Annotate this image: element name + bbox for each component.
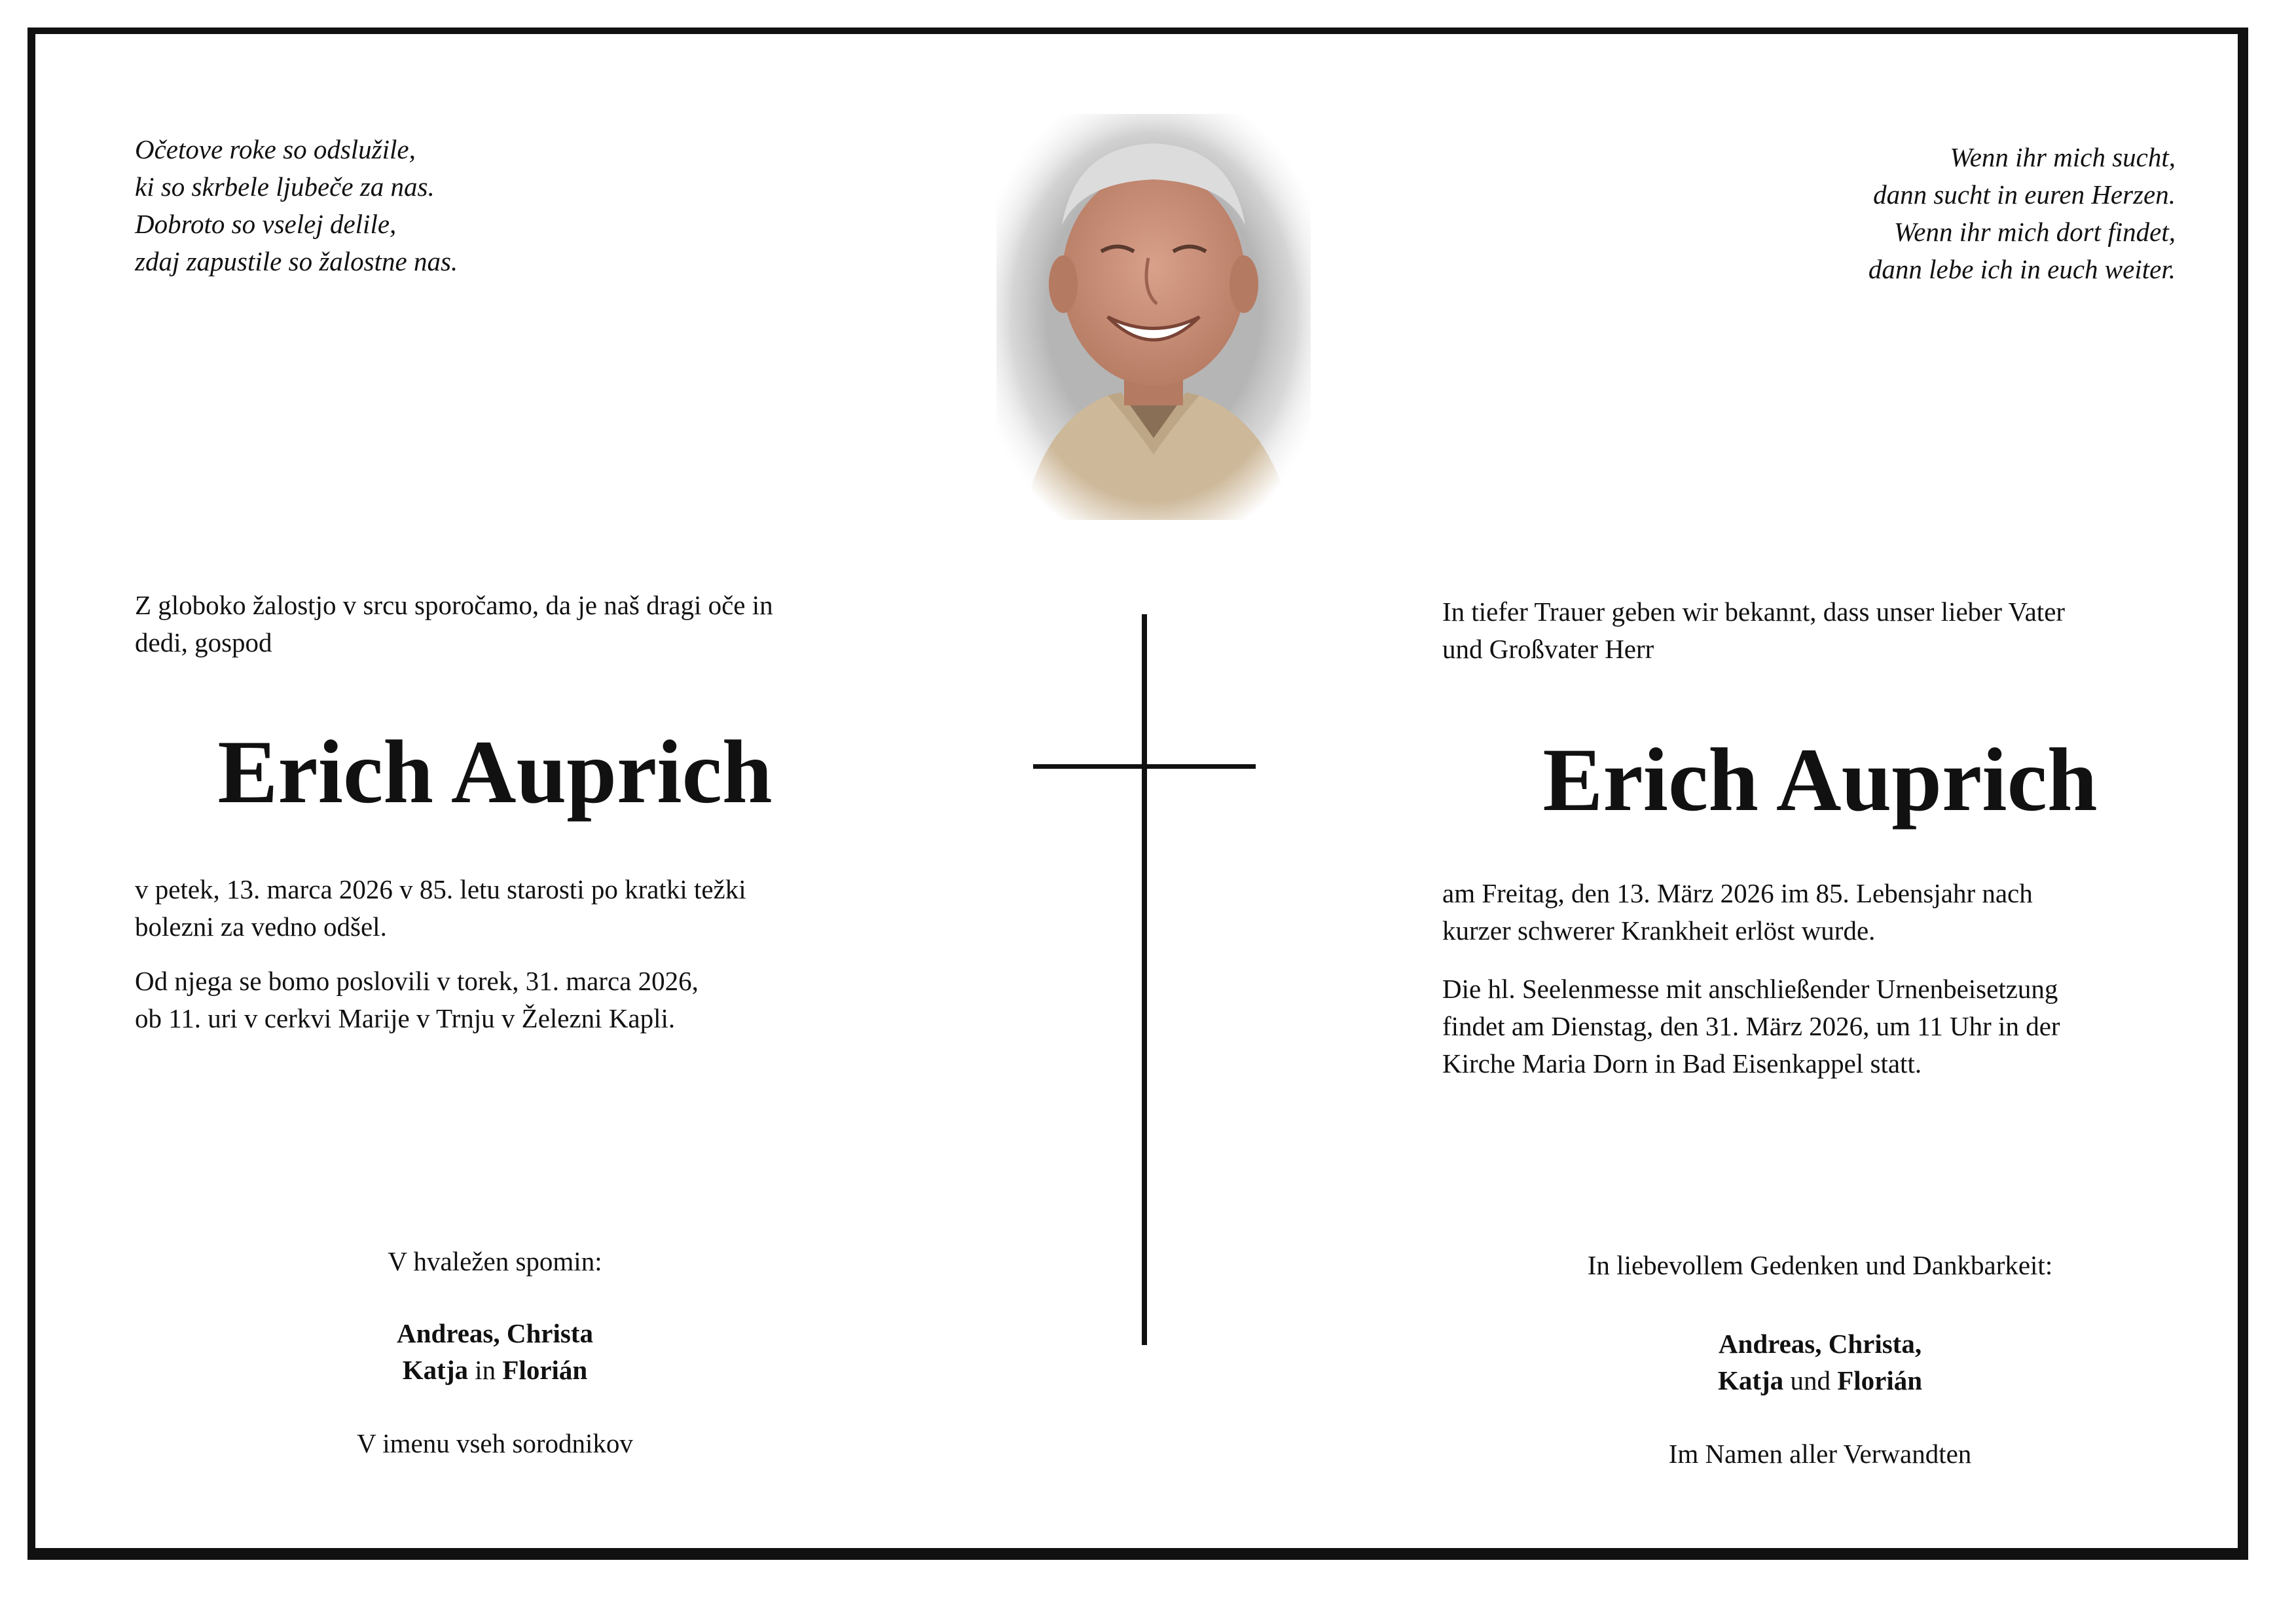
intro-slovenian: Z globoko žalostjo v srcu sporočamo, da je naš dragi oče in dedi, gospod: [135, 590, 773, 657]
mourner-name: Florián: [502, 1355, 588, 1385]
mourners-line-2: [1440, 1362, 2200, 1399]
service-info-german: Die hl. Seelenmesse mit anschließender Urnenbeisetzung findet am Dienstag, den 31. März 2026, um 11 Uhr in der Kirche Maria Dorn in Bad Eisenkappel statt.: [1442, 974, 2060, 1079]
intro-german: In tiefer Trauer geben wir bekannt, dass unser lieber Vater und Großvater Herr: [1442, 597, 2066, 664]
death-notice-german: am Freitag, den 13. März 2026 im 85. Lebensjahr nach kurzer schwerer Krankheit erlöst wurde.: [1442, 878, 2033, 946]
death-notice-slovenian: v petek, 13. marca 2026 v 85. letu starosti po kratki težki bolezni za vedno odšel.: [135, 874, 746, 942]
mourner-name: Katja: [402, 1355, 468, 1385]
relatives-slovenian: V imenu vseh sorodnikov: [357, 1428, 633, 1458]
verse-german: Wenn ihr mich sucht, dann sucht in euren Herzen. Wenn ihr mich dort findet, dann lebe ich in euch weiter.: [1868, 142, 2176, 284]
cross-icon: [1142, 614, 1147, 1345]
mourners-slovenian: [266, 1315, 724, 1388]
mourners-german: [1440, 1325, 2200, 1399]
mourners-line-2: [266, 1352, 724, 1388]
mourners-line-1: Andreas, Christa,: [1718, 1329, 1922, 1359]
portrait-photo: [996, 114, 1311, 520]
mourner-name: Katja: [1717, 1365, 1784, 1395]
thanks-slovenian: V hvaležen spomin:: [388, 1246, 602, 1276]
mourners-line-1: Andreas, Christa: [397, 1318, 593, 1348]
cross-icon-crossbar: [1033, 764, 1256, 769]
thanks-german: In liebevollem Gedenken und Dankbarkeit:: [1587, 1250, 2053, 1280]
verse-slovenian: Očetove roke so odslužile, ki so skrbele ljubeče za nas. Dobroto so vselej delile, zdaj zapustile so žalostne nas.: [135, 134, 458, 276]
conjunction: in: [475, 1355, 496, 1385]
relatives-german: Im Namen aller Verwandten: [1668, 1439, 1972, 1469]
conjunction: und: [1790, 1365, 1831, 1395]
deceased-name-german: Erich Auprich: [1542, 729, 2098, 830]
service-info-slovenian: Od njega se bomo poslovili v torek, 31. marca 2026, ob 11. uri v cerkvi Marije v Trnju v Železni Kapli.: [135, 966, 699, 1033]
deceased-name-slovenian: Erich Auprich: [217, 722, 773, 822]
mourner-name: Florián: [1837, 1365, 1923, 1395]
portrait-illustration: [996, 114, 1311, 520]
